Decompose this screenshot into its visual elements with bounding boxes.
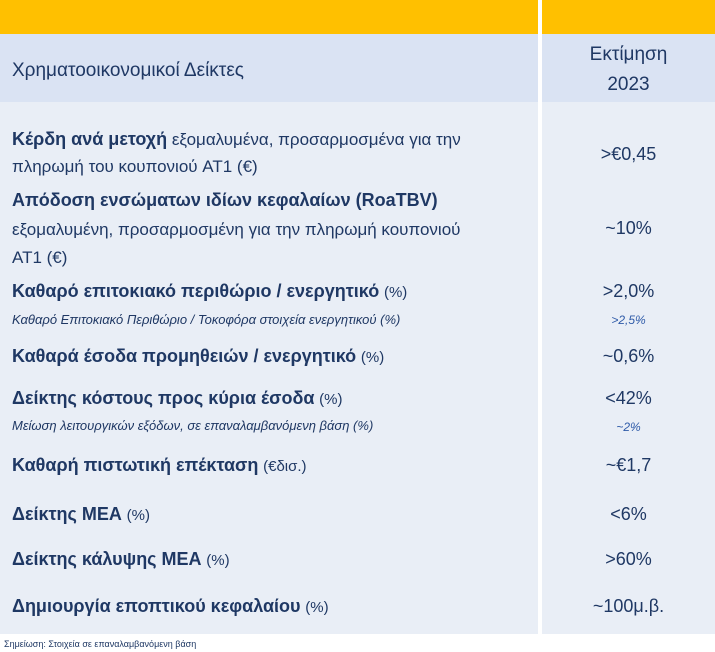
row-fees-label <box>12 343 384 371</box>
row-cost-income-unit: (%) <box>319 391 343 408</box>
row-eps-desc-line2: πληρωμή του κουπονιού AT1 (€) <box>12 157 258 176</box>
header-estimate-label: Εκτίμηση <box>589 44 668 65</box>
row-eps-value: >€0,45 <box>600 144 657 164</box>
row-eps-label <box>12 126 461 153</box>
row-cost-income-subvalue: ~2% <box>616 420 641 434</box>
row-capital-unit: (%) <box>305 599 329 616</box>
row-credit-title: Καθαρή πιστωτική επέκταση <box>12 455 259 475</box>
row-nim-value: >2,0% <box>602 281 655 301</box>
header-accent-bar-left <box>0 0 538 34</box>
row-npe-title: Δείκτης ΜΕΑ <box>12 504 122 524</box>
row-nim-sub: Καθαρό Επιτοκιακό Περιθώριο / Τοκοφόρα στοιχεία ενεργητικού (%) <box>12 312 401 327</box>
row-cost-income-sub: Μείωση λειτουργικών εξόδων, σε επαναλαμβανόμενη βάση (%) <box>12 418 374 433</box>
row-cost-income-value: <42% <box>605 388 652 408</box>
row-roatbv-desc-line3: AT1 (€) <box>12 248 68 267</box>
row-credit-unit: (€δισ.) <box>263 458 307 475</box>
row-capital-title: Δημιουργία εποπτικού κεφαλαίου <box>12 596 301 616</box>
row-roatbv-value: ~10% <box>605 218 652 238</box>
header-title: Χρηματοοικονομικοί Δείκτες <box>12 60 244 81</box>
footnote: Σημείωση: Στοιχεία σε επαναλαμβανόμενη βάση <box>4 639 197 649</box>
row-nim-subvalue: >2,5% <box>611 313 646 327</box>
row-fees-title: Καθαρά έσοδα προμηθειών / ενεργητικό <box>12 346 357 366</box>
row-fees-value: ~0,6% <box>602 346 655 366</box>
row-npe-value: <6% <box>610 504 647 524</box>
header-accent-bar-right <box>542 0 715 34</box>
row-eps-title: Κέρδη ανά μετοχή <box>12 129 168 149</box>
row-roatbv-label <box>12 187 438 214</box>
row-cost-income-label <box>12 385 343 413</box>
row-npe-coverage-unit: (%) <box>206 552 230 569</box>
row-npe-coverage-value: >60% <box>605 549 652 569</box>
row-roatbv-title: Απόδοση ενσώματων ιδίων κεφαλαίων (RoaTBV) <box>12 190 438 210</box>
row-fees-unit: (%) <box>360 349 385 366</box>
row-roatbv-desc-line2: εξομαλυμένη, προσαρμοσμένη για την πληρωμή κουπονιού <box>12 220 461 239</box>
row-cost-income-title: Δείκτης κόστους προς κύρια έσοδα <box>12 388 315 408</box>
header-estimate <box>542 40 715 100</box>
row-nim-label <box>12 278 407 306</box>
row-nim-title: Καθαρό επιτοκιακό περιθώριο / ενεργητικό <box>12 281 380 301</box>
row-eps-desc: εξομαλυμένα, προσαρμοσμένα για την <box>167 130 461 149</box>
row-npe-unit: (%) <box>126 507 150 524</box>
row-nim-unit: (%) <box>383 284 408 301</box>
row-npe-coverage-title: Δείκτης κάλυψης ΜΕΑ <box>12 549 202 569</box>
header-estimate-year: 2023 <box>607 74 650 95</box>
row-npe-coverage-label <box>12 546 230 574</box>
row-credit-label <box>12 452 307 480</box>
row-credit-value: ~€1,7 <box>605 455 652 475</box>
row-capital-label <box>12 593 329 621</box>
row-capital-value: ~100μ.β. <box>592 596 665 616</box>
row-npe-label <box>12 501 150 529</box>
